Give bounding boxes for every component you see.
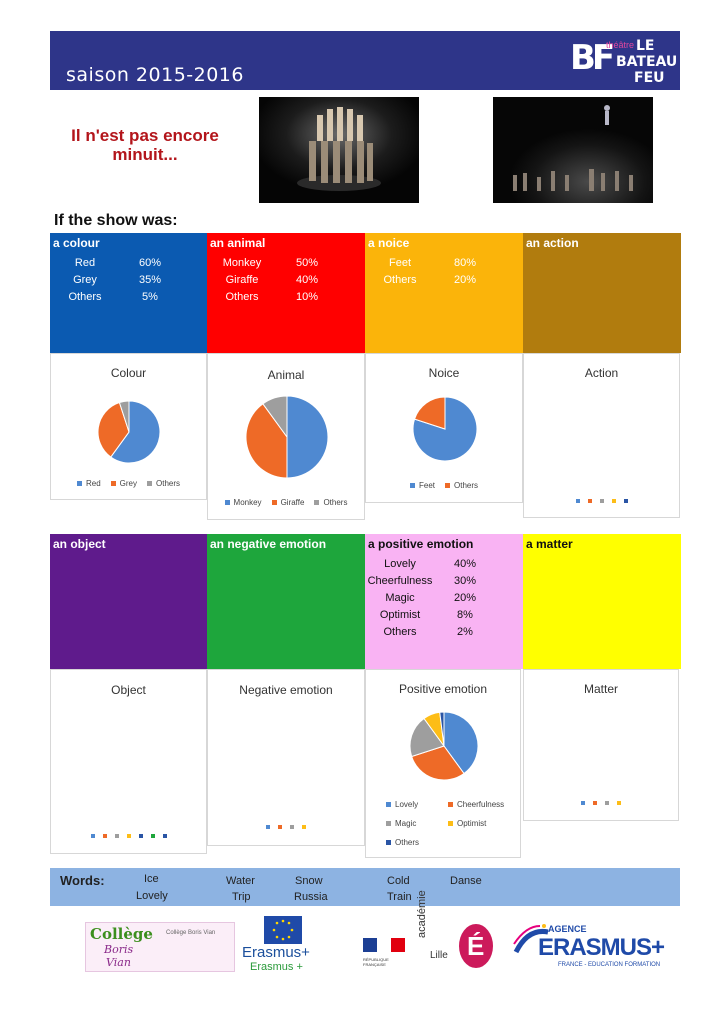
- pie-chart-animal: [245, 395, 329, 479]
- row-value: 10%: [295, 291, 319, 303]
- legend-item: [314, 493, 347, 512]
- category-title: a noice: [368, 236, 410, 250]
- legend-swatch: [272, 500, 277, 505]
- academie-label: académie: [416, 890, 428, 938]
- theatre-logo: [570, 36, 678, 86]
- row-label: Cheerfulness: [367, 575, 433, 587]
- legend-label: Others: [395, 838, 420, 847]
- category-title: an object: [53, 537, 106, 551]
- word: Water: [226, 875, 255, 887]
- logo-line-2: BATEAU: [616, 54, 678, 70]
- category-colour: [50, 233, 208, 353]
- category-row: [50, 255, 208, 272]
- row-label: Monkey: [222, 257, 262, 269]
- agence-sub-label: FRANCE - EDUCATION FORMATION: [558, 962, 661, 968]
- republique-label: RÉPUBLIQUE FRANÇAISE: [363, 957, 389, 967]
- legend-label: Feet: [418, 481, 435, 490]
- row-value: 40%: [295, 274, 319, 286]
- row-label: Lovely: [384, 558, 416, 570]
- category-title: an negative emotion: [210, 537, 327, 551]
- category-title: an action: [526, 236, 579, 250]
- word: Snow: [295, 875, 323, 887]
- question-heading: If the show was:: [54, 212, 178, 229]
- row-label: Others: [225, 291, 259, 303]
- word: Trip: [232, 891, 251, 903]
- chart-card-animal: [207, 353, 365, 520]
- category-title: a matter: [526, 537, 573, 551]
- word: Russia: [294, 891, 328, 903]
- logo-line-3: FEU: [634, 70, 665, 86]
- chart-card-object: [50, 669, 207, 854]
- chart-title: Colour: [110, 366, 147, 380]
- legend-item: [225, 493, 262, 512]
- category-title: an animal: [210, 236, 266, 250]
- legend-label: Others: [323, 498, 348, 507]
- legend-item: [445, 476, 478, 495]
- word: Train: [387, 891, 412, 903]
- row-value: 60%: [138, 257, 162, 269]
- legend-swatch: [445, 483, 450, 488]
- academie-city: Lille: [430, 950, 448, 961]
- row-value: 8%: [457, 609, 473, 621]
- show-photo-2: [493, 97, 653, 203]
- legend-label: Red: [85, 479, 101, 488]
- category-row: [365, 607, 523, 624]
- row-label: Giraffe: [225, 274, 259, 286]
- season-title: saison 2015-2016: [66, 64, 244, 86]
- category-row: [207, 289, 365, 306]
- legend-label: Monkey: [233, 498, 262, 507]
- row-value: 20%: [453, 592, 477, 604]
- legend-label: Others: [156, 479, 181, 488]
- category-animal: [207, 233, 365, 353]
- category-row: [50, 272, 208, 289]
- chart-title: Object: [111, 683, 146, 697]
- chart-card-colour: [50, 353, 207, 500]
- legend-item: [410, 476, 435, 495]
- show-title-line-1: Il n'est pas encore: [71, 126, 219, 145]
- logo-small-text: théâtre: [606, 40, 635, 50]
- row-value: 35%: [138, 274, 162, 286]
- chart-card-matter: [523, 669, 679, 821]
- legend-swatch: [225, 500, 230, 505]
- category-noice: [365, 233, 523, 353]
- legend-label: Grey: [119, 479, 137, 488]
- legend-item: [272, 493, 305, 512]
- category-negative-emotion: [207, 534, 365, 669]
- word: Cold: [387, 875, 410, 887]
- word: Ice: [144, 873, 159, 885]
- category-title: a positive emotion: [368, 537, 474, 551]
- legend-label: Optimist: [457, 819, 487, 828]
- legend-label: Others: [454, 481, 479, 490]
- chart-title: Animal: [267, 368, 305, 382]
- pie-chart-noice: [410, 394, 480, 464]
- agence-label: AGENCE: [548, 924, 587, 934]
- category-row: [365, 590, 523, 607]
- category-row: [365, 556, 523, 573]
- legend-item: [448, 800, 504, 809]
- republique-logo: [363, 938, 408, 968]
- chart-card-negative-emotion: [207, 669, 365, 846]
- show-title: [60, 126, 230, 164]
- row-label: Others: [68, 291, 102, 303]
- legend-label: Cheerfulness: [457, 800, 505, 809]
- legend-swatch: [314, 500, 319, 505]
- row-value: 80%: [453, 257, 477, 269]
- category-action: [523, 233, 681, 353]
- chart-legend: [386, 795, 516, 852]
- word: Danse: [450, 875, 482, 887]
- legend-swatch: [410, 483, 415, 488]
- college-logo-line2: Boris: [104, 943, 134, 956]
- chart-legend: [208, 493, 364, 512]
- legend-swatch: [448, 821, 453, 826]
- words-bar: [50, 868, 680, 906]
- legend-swatch: [147, 481, 152, 486]
- category-matter: [523, 534, 681, 669]
- show-title-line-2: minuit...: [112, 145, 178, 164]
- category-row: [207, 255, 365, 272]
- row-value: 50%: [295, 257, 319, 269]
- category-row: [365, 624, 523, 641]
- erasmus-eu-logo: [242, 916, 332, 976]
- chart-card-positive-emotion: [365, 669, 521, 858]
- words-label: Words:: [60, 873, 105, 888]
- erasmus-sub-label: Erasmus +: [250, 961, 303, 973]
- french-flag-icon: [363, 938, 405, 952]
- show-photo-1: [259, 97, 419, 203]
- category-row: [365, 573, 523, 590]
- pie-chart-positive-emotion: [406, 708, 482, 784]
- college-logo: [85, 922, 235, 972]
- legend-swatch: [111, 481, 116, 486]
- row-value: 2%: [457, 626, 473, 638]
- category-row: [365, 255, 523, 272]
- agence-erasmus-logo: [508, 914, 684, 976]
- category-positive-emotion: [365, 534, 523, 669]
- svg-text:É: É: [467, 931, 485, 961]
- chart-legend: [51, 474, 206, 493]
- legend-label: Magic: [395, 819, 417, 828]
- category-row: [207, 272, 365, 289]
- legend-label: Lovely: [395, 800, 419, 809]
- legend-item: [386, 819, 448, 828]
- chart-title: Matter: [583, 682, 618, 696]
- college-address: Collège Boris Vian: [166, 930, 216, 936]
- row-value: 30%: [453, 575, 477, 587]
- row-label: Others: [383, 626, 417, 638]
- row-value: 5%: [142, 291, 158, 303]
- academie-e-icon: [456, 922, 496, 970]
- legend-swatch: [386, 821, 391, 826]
- word: Lovely: [136, 890, 168, 902]
- eu-flag-icon: [264, 916, 302, 944]
- legend-item: [147, 474, 180, 493]
- legend-item: [386, 838, 419, 847]
- legend-item: [448, 819, 486, 828]
- chart-title: Action: [584, 366, 619, 380]
- legend-swatch: [448, 802, 453, 807]
- row-label: Grey: [73, 274, 97, 286]
- row-label: Others: [383, 274, 417, 286]
- academie-logo: [416, 890, 496, 974]
- legend-item: [111, 474, 137, 493]
- chart-title: Noice: [428, 366, 460, 380]
- category-row: [365, 272, 523, 289]
- row-label: Red: [74, 257, 96, 269]
- legend-placeholder: [524, 801, 678, 805]
- legend-item: [386, 800, 448, 809]
- category-title: a colour: [53, 236, 100, 250]
- legend-placeholder: [51, 834, 206, 838]
- category-row: [50, 289, 208, 306]
- pie-slice-monkey: [287, 396, 328, 478]
- chart-legend: [366, 476, 522, 495]
- row-value: 20%: [453, 274, 477, 286]
- row-label: Magic: [385, 592, 415, 604]
- legend-swatch: [386, 802, 391, 807]
- header-banner: [50, 31, 680, 90]
- agence-main-label: ERASMUS+: [538, 934, 665, 961]
- logo-line-1: LE: [636, 38, 655, 54]
- chart-title: Negative emotion: [239, 683, 333, 697]
- row-label: Optimist: [379, 609, 421, 621]
- legend-label: Giraffe: [280, 498, 305, 507]
- legend-swatch: [77, 481, 82, 486]
- category-object: [50, 534, 208, 669]
- row-value: 40%: [453, 558, 477, 570]
- legend-placeholder: [524, 499, 679, 503]
- chart-title: Positive emotion: [398, 682, 488, 696]
- chart-card-noice: [365, 353, 523, 503]
- pie-chart-colour: [89, 392, 169, 472]
- college-logo-line1: Collège: [90, 925, 153, 943]
- legend-item: [77, 474, 101, 493]
- logo-mark: BF: [570, 38, 612, 78]
- chart-card-action: [523, 353, 680, 518]
- row-label: Feet: [388, 257, 411, 269]
- legend-swatch: [386, 840, 391, 845]
- erasmus-label: Erasmus+: [242, 944, 310, 961]
- college-logo-line3: Vian: [106, 956, 131, 969]
- legend-placeholder: [208, 825, 364, 829]
